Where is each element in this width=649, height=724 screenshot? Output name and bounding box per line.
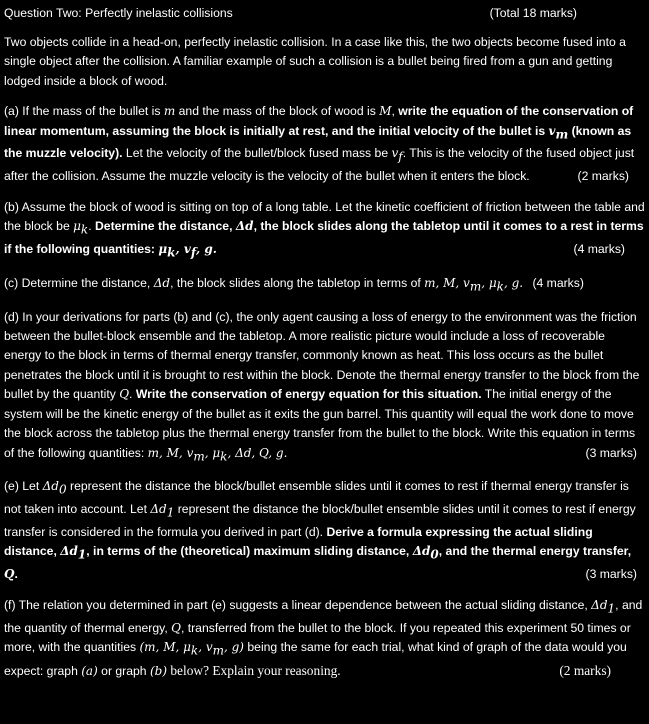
part-f-marks: (2 marks) <box>559 662 611 678</box>
part-a-marks: (2 marks) <box>577 169 629 184</box>
question-header <box>4 0 645 24</box>
part-b: (b) Assume the block of wood is sitting on top of a long table. Let the kinetic coefficient of friction between the table and the block be $\mu_k$. Determine the distance, Δd, the block slides along the tabletop until it comes to a rest in terms if the following quantities: $\mu_k$, $v_f$, g. (4 marks) <box>4 199 645 260</box>
total-marks: (Total 18 marks) <box>489 6 577 20</box>
var-vm: v <box>548 123 556 138</box>
part-e: (e) Let $\Delta d_0$ represent the distance the block/bullet ensemble slides until it comes to rest if thermal energy transfer is not taken into account. Let $\Delta d_1$ represent the distance the block/bullet ensemble slides until it comes to rest if energy transfer is considered in the formula you derived in part (d). Derive a formula expressing the actual sliding distance, $\Delta d_1$, in terms of the (theoretical) maximum sliding distance, $\Delta d_0$, and the thermal energy transfer, Q. (3 marks) <box>4 477 645 584</box>
var-delta-d: Δd <box>235 219 254 234</box>
part-c-marks: (4 marks) <box>532 275 584 290</box>
part-e-marks: (3 marks) <box>585 567 637 582</box>
part-f: (f) The relation you determined in part (e) suggests a linear dependence between the actual sliding distance, $\Delta d_1$, and the quantity of thermal energy, Q, transferred from the bullet to the block. If you repeated this experiment 50 times or more, with the quantities (m, M, $\mu_k$, $v_m$, g) being the same for each trial, what kind of graph of the data would you expect: graph (a) or graph (b) below? Explain your reasoning. (2 marks) <box>4 596 645 682</box>
part-b-marks: (4 marks) <box>573 241 625 256</box>
var-M: M <box>379 104 392 119</box>
var-m: m <box>163 104 176 119</box>
part-d: (d) In your derivations for parts (b) and (c), the only agent causing a loss of energy to the environment was the friction between the bullet-block ensemble and the tabletop. A more realistic picture would include a loss of recoverable energy to the block in terms of thermal energy transfer, commonly known as heat. This loss occurs as the bullet penetrates the block until it is brought to rest within the block. Denote the thermal energy transfer to the block from the bullet by the quantity Q. Write the conservation of energy equation for this situation. The initial energy of the system will be the kinetic energy of the bullet as it exits the gun barrel. This quantity will equal the work done to move the block across the tabletop plus the thermal energy transfer from the bullet to the block. Write this equation in terms of the following quantities: m, M, $v_m$, $\mu_k$, Δd, Q, g. (3 marks) <box>4 309 640 463</box>
var-vf: v <box>391 146 399 161</box>
var-mu-k: μ <box>73 219 81 234</box>
intro-paragraph: Two objects collide in a head-on, perfectly inelastic collision. In a case like this, the two objects become fused into a single object after the collision. A familiar example of such a collision is a bullet being fired from a gun and getting lodged inside a block of wood. <box>4 35 626 88</box>
part-d-marks: (3 marks) <box>585 445 637 460</box>
part-c: (c) Determine the distance, Δd, the block slides along the tabletop in terms of m, M, $v_m$, $\mu_k$, g. (4 marks) <box>4 275 584 294</box>
question-title: Question Two: Perfectly inelastic collisions <box>4 6 233 20</box>
part-a: (a) If the mass of the bullet is m and the mass of the block of wood is M, write the equation of the conservation of linear momentum, assuming the block is initially at rest, and the initial velocity of the bullet is $v_m$ (known as the muzzle velocity). Let the velocity of the bullet/block fused mass be $v_f$. This is the velocity of the fused object just after the collision. Assume the muzzle velocity is the velocity of the bullet when it enters the block. (2 marks) <box>4 102 645 187</box>
